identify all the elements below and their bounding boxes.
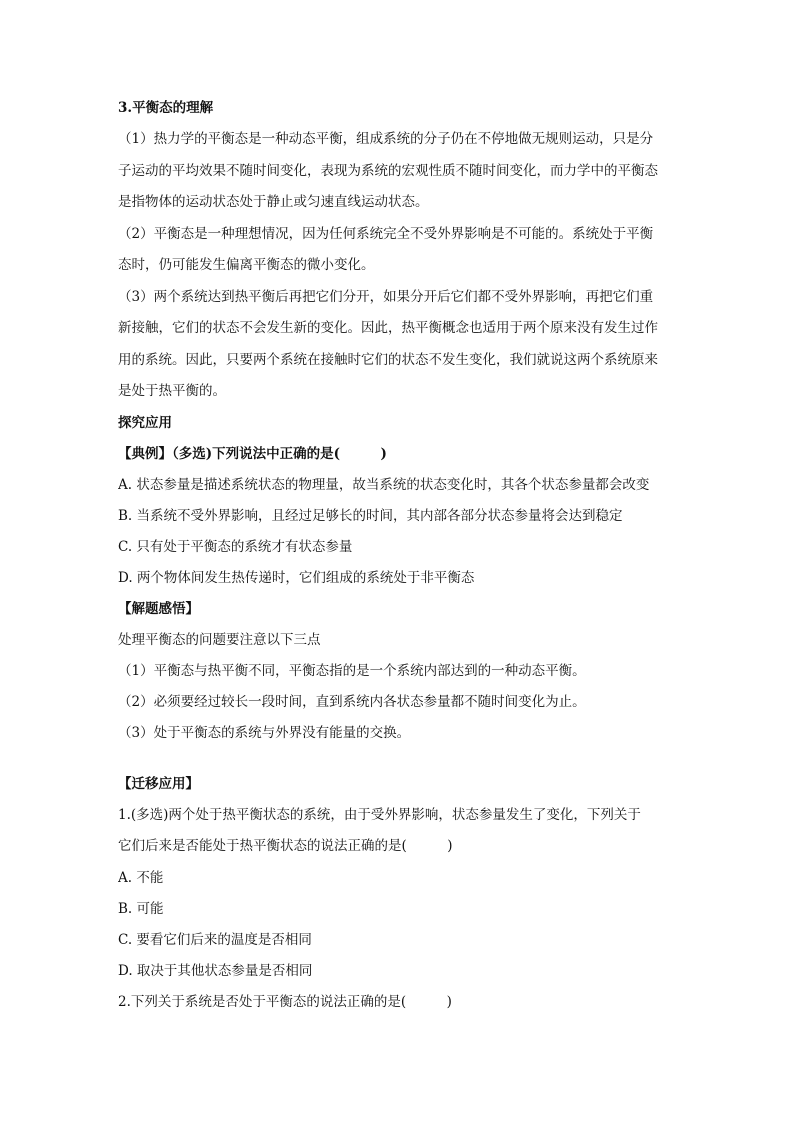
insight-intro: 处理平衡态的问题要注意以下三点 [118,631,321,648]
section-title: 3.平衡态的理解 [118,100,214,116]
text-line: （2）平衡态是一种理想情况，因为任何系统完全不受外界影响是不可能的。系统处于平衡 [118,225,654,242]
insight-point-1: （1）平衡态与热平衡不同，平衡态指的是一个系统内部达到的一种动态平衡。 [118,662,586,679]
transfer-q1-option-a: A. 不能 [118,869,164,886]
example-option-a: A. 状态参量是描述系统状态的物理量，故当系统的状态变化时，其各个状态参量都会改变 [118,476,650,493]
transfer-heading: 【迁移应用】 [118,775,199,792]
transfer-question-1 [118,807,678,855]
understanding-paragraph-2 [118,226,678,274]
explore-heading: 探究应用 [118,414,172,431]
insight-heading: 【解题感悟】 [118,600,199,617]
text-line: 用的系统。因此，只要两个系统在接触时它们的状态不发生变化，我们就说这两个系统原来 [118,351,658,368]
example-option-b: B. 当系统不受外界影响，且经过足够长的时间，其内部各部分状态参量将会达到稳定 [118,507,623,524]
text-line: （3）两个系统达到热平衡后再把它们分开，如果分开后它们都不受外界影响，再把它们重 [118,288,654,305]
text-line: 子运动的平均效果不随时间变化，表现为系统的宏观性质不随时间变化，而力学中的平衡态 [118,162,658,179]
transfer-q1-option-c: C. 要看它们后来的温度是否相同 [118,931,312,948]
text-line: 是指物体的运动状态处于静止或匀速直线运动状态。 [118,194,429,210]
example-option-d: D. 两个物体间发生热传递时，它们组成的系统处于非平衡态 [118,569,475,586]
spacer [118,756,678,776]
text-line: 是处于热平衡的。 [118,383,226,399]
text-line: 它们后来是否能处于热平衡状态的说法正确的是( ) [118,838,453,854]
document-page [118,100,678,1025]
example-option-c: C. 只有处于平衡态的系统才有状态参量 [118,538,353,555]
understanding-paragraph-1 [118,131,678,210]
transfer-q1-option-d: D. 取决于其他状态参量是否相同 [118,962,313,979]
text-line: （1）热力学的平衡态是一种动态平衡，组成系统的分子仍在不停地做无规则运动，只是分 [118,131,654,147]
transfer-q1-option-b: B. 可能 [118,900,164,917]
text-line: 1.(多选)两个处于热平衡状态的系统，由于受外界影响，状态参量发生了变化，下列关于 [118,806,641,823]
insight-point-2: （2）必须要经过较长一段时间，直到系统内各状态参量都不随时间变化为止。 [118,693,586,710]
understanding-paragraph-3 [118,289,678,400]
example-question: 【典例】（多选)下列说法中正确的是( ) [118,445,387,462]
text-line: 新接触，它们的状态不会发生新的变化。因此，热平衡概念也适用于两个原来没有发生过作 [118,320,658,336]
text-line: 态时，仍可能发生偏离平衡态的微小变化。 [118,257,375,273]
transfer-question-2: 2.下列关于系统是否处于平衡态的说法正确的是( ) [118,993,452,1010]
insight-point-3: （3）处于平衡态的系统与外界没有能量的交换。 [118,724,411,741]
